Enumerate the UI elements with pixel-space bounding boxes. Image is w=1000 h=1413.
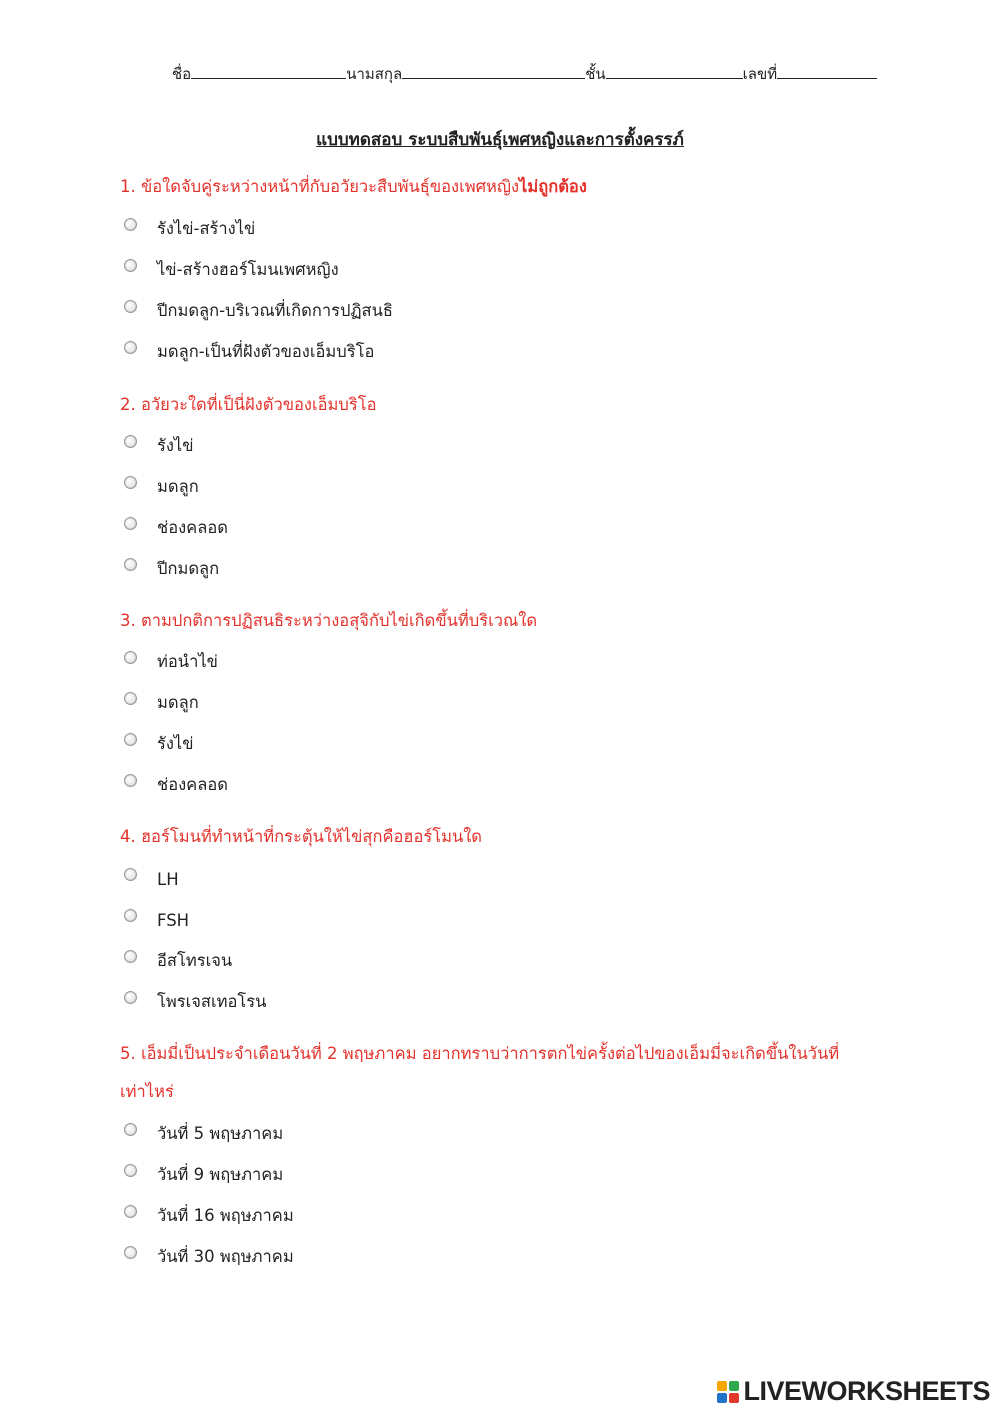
logo-square bbox=[717, 1393, 727, 1403]
question-3: 3. ตามปกติการปฏิสนธิระหว่างอสุจิกับไข่เกิดขึ้นที่บริเวณใด bbox=[120, 611, 538, 630]
q1-option-4[interactable] bbox=[124, 339, 374, 365]
q3-option-3[interactable] bbox=[124, 731, 194, 757]
number-blank[interactable] bbox=[777, 64, 877, 79]
name-blank[interactable] bbox=[191, 64, 346, 79]
q2-option-2[interactable] bbox=[124, 474, 199, 500]
surname-blank[interactable] bbox=[402, 64, 585, 79]
logo-square bbox=[729, 1381, 739, 1391]
option-label: วันที่ 9 พฤษภาคม bbox=[157, 1165, 284, 1184]
radio-button[interactable] bbox=[124, 476, 137, 489]
radio-button[interactable] bbox=[124, 1164, 137, 1177]
option-label: มดลูก bbox=[157, 477, 199, 496]
radio-button[interactable] bbox=[124, 733, 137, 746]
name-label: ชื่อ bbox=[172, 65, 192, 83]
q1-option-1[interactable] bbox=[124, 216, 255, 242]
radio-button[interactable] bbox=[124, 558, 137, 571]
question-1-emphasis: ไม่ถูกต้อง bbox=[519, 177, 587, 196]
option-label: โพรเจสเทอโรน bbox=[157, 992, 267, 1011]
q1-option-3[interactable] bbox=[124, 298, 393, 324]
option-label: รังไข่ bbox=[157, 734, 194, 753]
liveworksheets-logo bbox=[717, 1376, 990, 1407]
option-label: FSH bbox=[157, 910, 190, 930]
logo-text: LIVEWORKSHEETS bbox=[743, 1376, 990, 1406]
logo-square bbox=[729, 1393, 739, 1403]
option-label: ช่องคลอด bbox=[157, 518, 228, 537]
radio-button[interactable] bbox=[124, 1205, 137, 1218]
q5-option-1[interactable] bbox=[124, 1121, 283, 1147]
question-4: 4. ฮอร์โมนที่ทำหน้าที่กระตุ้นให้ไข่สุกคือฮอร์โมนใด bbox=[120, 827, 483, 846]
radio-button[interactable] bbox=[124, 517, 137, 530]
number-label: เลขที่ bbox=[742, 65, 778, 83]
q1-option-2[interactable] bbox=[124, 257, 339, 283]
q3-option-4[interactable] bbox=[124, 772, 228, 798]
q4-option-2[interactable] bbox=[124, 907, 189, 933]
option-label: วันที่ 5 พฤษภาคม bbox=[157, 1124, 284, 1143]
option-label: ท่อนำไข่ bbox=[157, 652, 218, 671]
q3-option-2[interactable] bbox=[124, 690, 199, 716]
radio-button[interactable] bbox=[124, 651, 137, 664]
q4-option-4[interactable] bbox=[124, 989, 266, 1015]
q4-option-3[interactable] bbox=[124, 948, 232, 974]
option-label: ไข่-สร้างฮอร์โมนเพศหญิง bbox=[157, 260, 339, 279]
q2-option-4[interactable] bbox=[124, 556, 219, 582]
q4-option-1[interactable] bbox=[124, 866, 179, 892]
radio-button[interactable] bbox=[124, 259, 137, 272]
liveworksheets-logo-icon bbox=[717, 1381, 739, 1403]
radio-button[interactable] bbox=[124, 341, 137, 354]
student-info-line bbox=[172, 62, 892, 86]
class-label: ชั้น bbox=[585, 65, 606, 83]
question-1 bbox=[120, 168, 860, 206]
option-label: รังไข่-สร้างไข่ bbox=[157, 219, 256, 238]
radio-button[interactable] bbox=[124, 692, 137, 705]
class-blank[interactable] bbox=[606, 64, 743, 79]
question-2: 2. อวัยวะใดที่เป็นี่ฝังตัวของเอ็มบริโอ bbox=[120, 395, 377, 414]
radio-button[interactable] bbox=[124, 1246, 137, 1259]
option-label: วันที่ 30 พฤษภาคม bbox=[157, 1247, 294, 1266]
question-5: 5. เอ็มมี่เป็นประจำเดือนวันที่ 2 พฤษภาคม อยากทราบว่าการตกไข่ครั้งต่อไปของเอ็มมี่จะเกิดขึ้นในวันที่เท่าไหร่ bbox=[120, 1044, 840, 1101]
radio-button[interactable] bbox=[124, 435, 137, 448]
option-label: ปีกมดลูก bbox=[157, 559, 220, 578]
option-label: วันที่ 16 พฤษภาคม bbox=[157, 1206, 294, 1225]
option-label: LH bbox=[157, 869, 179, 889]
radio-button[interactable] bbox=[124, 909, 137, 922]
option-label: มดลูก-เป็นที่ฝังตัวของเอ็มบริโอ bbox=[157, 342, 375, 361]
radio-button[interactable] bbox=[124, 300, 137, 313]
radio-button[interactable] bbox=[124, 991, 137, 1004]
q5-option-4[interactable] bbox=[124, 1244, 294, 1270]
q2-option-1[interactable] bbox=[124, 433, 194, 459]
question-1-text: 1. ข้อใดจับคู่ระหว่างหน้าที่กับอวัยวะสืบพันธุ์ของเพศหญิง bbox=[120, 177, 520, 196]
option-label: ช่องคลอด bbox=[157, 775, 228, 794]
option-label: รังไข่ bbox=[157, 436, 194, 455]
logo-square bbox=[717, 1381, 727, 1391]
option-label: ปีกมดลูก-บริเวณที่เกิดการปฏิสนธิ bbox=[157, 301, 393, 320]
surname-label: นามสกุล bbox=[346, 65, 403, 83]
radio-button[interactable] bbox=[124, 950, 137, 963]
q3-option-1[interactable] bbox=[124, 649, 218, 675]
q5-option-3[interactable] bbox=[124, 1203, 294, 1229]
option-label: มดลูก bbox=[157, 693, 199, 712]
q5-option-2[interactable] bbox=[124, 1162, 283, 1188]
option-label: อีสโทรเจน bbox=[157, 951, 233, 970]
page-title: แบบทดสอบ ระบบสืบพันธุ์เพศหญิงและการตั้งครรภ์ bbox=[316, 130, 684, 150]
radio-button[interactable] bbox=[124, 218, 137, 231]
radio-button[interactable] bbox=[124, 868, 137, 881]
radio-button[interactable] bbox=[124, 774, 137, 787]
radio-button[interactable] bbox=[124, 1123, 137, 1136]
q2-option-3[interactable] bbox=[124, 515, 228, 541]
